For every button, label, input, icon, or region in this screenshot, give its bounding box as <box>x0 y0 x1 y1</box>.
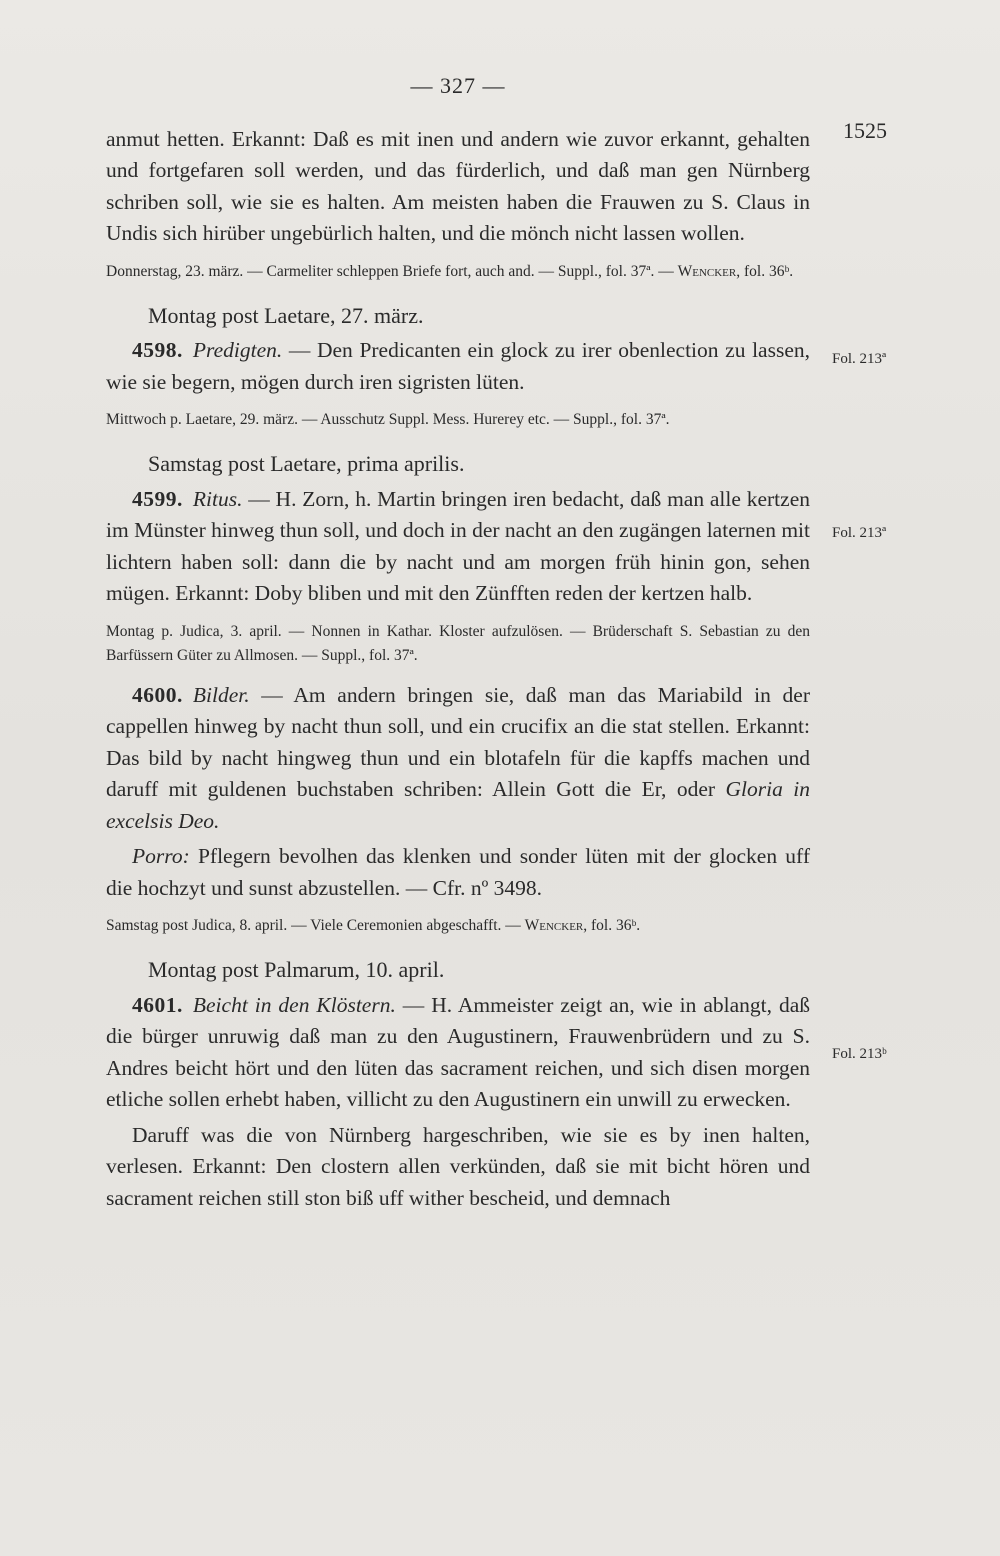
entry-text: — H. Ammeister zeigt an, wie in ablangt, daß die bürger unruwig daß man zu den Augustinern, Frauwenbrüdern und zu S. Andres beicht hört und den lüten das sacrament reichen, und sich disen morgen etliche sollen erhebt haben, villicht zu den Augustinern ein unwill zu erwecken. <box>106 992 810 1111</box>
entry-4600-porro <box>106 841 810 904</box>
margin-folio-3: Fol. 213ᵇ <box>832 1046 887 1062</box>
intro-note-author: Wencker <box>677 262 737 280</box>
intro-note-tail: , fol. 36ᵇ. <box>736 262 794 280</box>
intro-note-text: Donnerstag, 23. märz. — Carmeliter schleppen Briefe fort, auch and. — Suppl., fol. 37ª. — <box>106 262 674 280</box>
text-column <box>106 70 810 1214</box>
entry-text: — Am andern bringen sie, daß man das Mariabild in der cappellen hinweg by nacht thun soll, und ein crucifix an die stat stellen. Erkannt: Das bild by nacht hingweg thun und ein blotafeln für die kapffs machen und daruff mit guldenen buchstaben schriben: Allein Gott die Er, oder <box>106 682 810 801</box>
entry-number: 4599. <box>132 486 183 511</box>
entry-text: — H. Zorn, h. Martin bringen iren bedacht, daß man alle kertzen im Münster hinweg thun soll, und doch in der nacht an den zugängen laternen mit lichtern haben soll: dann die by nacht und am morgen früh hinin gon, sehen mügen. Erkannt: Doby bliben und mit den Zünfften reden der kertzen halb. <box>106 486 810 605</box>
margin-folio-2: Fol. 213ª <box>832 525 887 541</box>
note-author: Wencker <box>524 917 584 934</box>
intro-note <box>106 260 810 284</box>
entry-number: 4601. <box>132 992 183 1017</box>
porro-text: Pflegern bevolhen das klenken und sonder lüten mit der glocken uff die hochzyt und sunst abzustellen. — Cfr. nº 3498. <box>106 844 810 900</box>
entry-4599 <box>106 484 810 610</box>
margin-year: 1525 <box>843 118 887 143</box>
entry-4601 <box>106 990 810 1116</box>
entry-title: Bilder. <box>192 682 250 707</box>
entry-4601-continued: Daruff was die von Nürnberg hargeschriben, wie sie es by inen halten, verlesen. Erkannt: Den clostern allen verkünden, daß sie mit bicht hören und sacrament reichen still ston biß uff wither bescheid, und demnach <box>106 1122 810 1210</box>
entry-title: Predigten. <box>192 338 283 362</box>
entry-title: Ritus. <box>192 486 243 511</box>
entry-4598 <box>106 335 810 398</box>
section-date-3: Montag post Palmarum, 10. april. <box>148 957 445 982</box>
section-date-2: Samstag post Laetare, prima aprilis. <box>148 451 465 476</box>
margin-folio-1: Fol. 213ª <box>832 351 887 367</box>
entry-text: — Den Predicanten ein glock zu irer obenlection zu lassen, wie sie begern, mögen durch iren sigristen lüten. <box>106 338 810 394</box>
entry-title: Beicht in den Klöstern. <box>192 992 396 1017</box>
section-date-1: Montag post Laetare, 27. märz. <box>148 302 424 328</box>
section-1-note: Mittwoch p. Laetare, 29. märz. — Ausschutz Suppl. Mess. Hurerey etc. — Suppl., fol. 37ª. <box>106 411 670 428</box>
entry-4600 <box>106 680 810 838</box>
page-number: — 327 — <box>410 73 506 98</box>
section-2-note: Montag p. Judica, 3. april. — Nonnen in Kathar. Kloster aufzulösen. — Brüderschaft S. Sebastian zu den Barfüssern Güter zu Allmosen. — Suppl., fol. 37ª. <box>106 622 810 664</box>
intro-paragraph: anmut hetten. Erkannt: Daß es mit inen und andern wie zuvor erkannt, gehalten und fortgefaren soll werden, und das fürderlich, und daß man gen Nürnberg schriben soll, wie sie es halten. Am meisten haben die Frauwen zu S. Claus in Undis sich hirüber ungebürlich halten, und die mönch nicht lassen wollen. <box>106 126 810 245</box>
note-tail: , fol. 36ᵇ. <box>583 917 641 934</box>
entry-number: 4600. <box>132 682 183 707</box>
porro-label: Porro: <box>132 844 190 868</box>
note-text: Samstag post Judica, 8. april. — Viele Ceremonien abgeschafft. — <box>106 917 521 934</box>
entry-quote: Gloria in excelsis Deo. <box>106 777 810 833</box>
entry-number: 4598. <box>132 338 183 362</box>
section-2-note-2 <box>106 914 810 938</box>
